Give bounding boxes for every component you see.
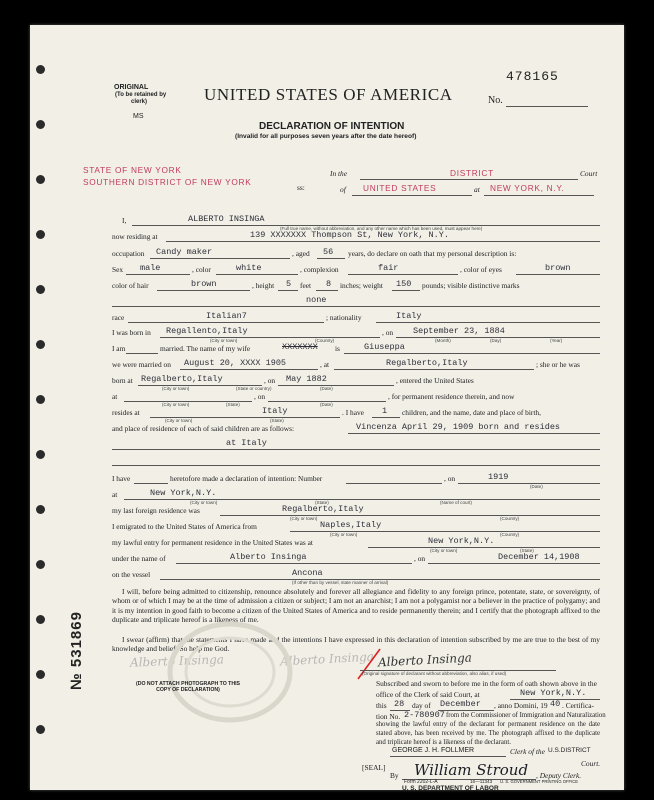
height-feet: 5 [286, 279, 292, 289]
wife-birthplace: Regalberto,Italy [141, 374, 223, 384]
prior-declaration-year: 1919 [488, 472, 509, 482]
photo-note: (DO NOT ATTACH PHOTOGRAPH TO THIS COPY OF DECLARATION) [135, 681, 241, 693]
us-district: U.S.DISTRICT [548, 747, 591, 754]
marriage-place: Regalberto,Italy [386, 358, 468, 368]
emigrated-from: Naples,Italy [320, 520, 382, 530]
hair-color: brown [191, 279, 217, 289]
entry-name: Alberto Insinga [230, 552, 307, 562]
children-count: 1 [382, 406, 388, 416]
race: Italian7 [206, 311, 247, 321]
entry-place: New York,N.Y. [428, 536, 495, 546]
last-foreign-residence: Regalberto,Italy [282, 504, 364, 514]
ss-label: ss: [297, 183, 305, 192]
declaration-document: ORIGINAL (To be retained by clerk) MS UNITED STATES OF AMERICA No. 478165 DECLARATION OF INTENTION (Invalid for all purposes seven years after the date hereof) STATE OF NEW YORK SOUTHERN DISTRICT OF NEW YORK ss: In the DISTRICT Court of UNITED STATES at NEW YORK, N.Y. I, ALBERTO INSINGA (Full true name, without abbreviation, and any other name which has been used, must appear here) now residing at 139 XXXXXXX Thompson St, New York, N.Y. occupation Candy maker , aged 56 years, do declare on oath that my personal description is: Sex male , color white , complexion fair , color of eyes brown color of hair brown , height 5 feet 8 inches; weight 150 pounds; visible distinctive marks none race Italian7 ; nationality Italy I was born in Regallento,Italy , on September 23, 1884 (City or town) (Country) (Month) (Day) (Year) I am married. The name of my wife XXXXXXX is Giuseppa we were married on August 20, XXXX 1905 , at Regalberto,Italy ; she or he was born at Regalberto,Italy , on May 1882 , entered the United States (City or town) (State or country) (Date) at , on , for permanent residence therein, and now (City or town) (State) (Date) resides at Italy . I have 1 children, and the name, date and place of birth, (City or town) (State) and place of residence of each of said children are as follows: Vincenza April 29, 1909 born and resides at Italy I have heretofore made a declaration of intention: Number , on 1919 (Date) at New York,N.Y. (City or town) (State) (Name of court) my last foreign residence was Regalberto,Italy (City or town) (Country) I emigrated to the United States of America from Naples,Italy (City or town) (Country) my lawful entry for permanent residence in the United States was at New York,N.Y. (City or town) (State) under the name of Alberto Insinga , on December 14,1908 on the vessel Ancona (If other than by vessel, state manner of arrival) I will, before being admitted to citizenship, renounce absolutely and forever all allegiance and fidelity to any foreign prince, potentate, state, or sovereignty, of whom or of which I may be at the time of admission a citizen or subject; I am not an anarchist; I am not a polygamist nor a believer in the practice of polygamy; and it is my intention in good faith to become a citizen of the United States of America and to reside permanently therein; and I certify that the photograph affixed to the duplicate and triplicate hereof is a likeness of me. I swear (affirm) that the statements I have made and the intentions I have expressed in this declaration of intention subscribed by me are true to the best of my knowledge and belief: So help me God. Alberto Insinga Alberto Insinga Alberto Insinga (Original signature of declarant without abbreviation, also alias, if used) № 531869 (DO NOT ATTACH PHOTOGRAPH TO THIS COPY OF DECLARATION) Subscribed and sworn to before me in the form of oath shown above in the office of the Clerk of said Court, at New York,N.Y. this 28 day of December , anno Domini, 19 40 . Certifica- tion No. 2-780907 from the Commissioner of Immigration and Naturalization showing the lawful entry of the declarant for permanent residence on the date stated above, has been received by me. The photograph affixed to the duplicate and triplicate hereof is a likeness of the declarant. [SEAL] GEORGE J. H. FOLLMER Clerk of the U.S.DISTRICT Court. By William Stroud , Deputy Clerk. Form 2202-L-A 16—11343 U. S. GOVERNMENT PRINTING OFFICE U. S. DEPARTMENT OF LABOR [30, 25, 624, 790]
new-york-stamp: NEW YORK, N.Y. [490, 183, 565, 193]
complexion: fair [378, 263, 399, 273]
office-place: New York,N.Y. [520, 688, 587, 698]
court-label: Court [580, 169, 598, 178]
jurat-rest: showing the lawful entry of the declarant for permanent residence on the date stated above, has been received by me. The photograph affixed to the duplicate and triplicate hereof is a likeness of the declarant. [376, 721, 600, 746]
document-title: UNITED STATES OF AMERICA [204, 85, 453, 104]
eye-color: brown [545, 263, 571, 273]
state-stamp: STATE OF NEW YORK [83, 165, 182, 175]
age: 56 [323, 247, 334, 257]
child-info: Vincenza April 29, 1909 born and resides [356, 422, 561, 432]
at-label: at [474, 185, 480, 194]
department-label: U. S. DEPARTMENT OF LABOR [402, 785, 499, 790]
oath-paragraph: I will, before being admitted to citizenship, renounce absolutely and forever all allegiance and fidelity to any foreign prince, potentate, state, or sovereignty, of whom or of which I may be at the time of admission a citizen or subject; I am not an anarchist; I am not a polygamist nor a believer in the practice of polygamy; and it is my intention in good faith to become a citizen of the United States of America and to reside permanently therein; and I certify that the photograph affixed to the duplicate and triplicate hereof is a likeness of me. [112, 587, 600, 625]
weight: 150 [396, 279, 412, 289]
vessel-name: Ancona [292, 568, 323, 578]
number-label: No. [488, 95, 503, 106]
declarant-signature: Alberto Insinga [377, 650, 473, 670]
ms-label: MS [133, 113, 144, 120]
form-number: Form 2202-L-A [404, 779, 438, 785]
jurat-day: 28 [394, 699, 405, 709]
subtitle: DECLARATION OF INTENTION [259, 121, 405, 132]
residence-address: 139 XXXXXXX Thompson St, New York, N.Y. [250, 230, 449, 240]
height-inches: 8 [326, 279, 332, 289]
distinctive-marks: none [306, 295, 327, 305]
wife-birth-date: May 1882 [286, 374, 327, 384]
court-type-stamp: DISTRICT [450, 168, 494, 178]
retained-note: (To be retained by [115, 92, 167, 98]
united-states-stamp: UNITED STATES [363, 183, 437, 193]
occupation: Candy maker [156, 247, 213, 257]
of-label: of [340, 185, 346, 194]
side-number: № 531869 [68, 611, 85, 690]
clerk-name: GEORGE J. H. FOLLMER [392, 747, 475, 754]
retained-note-2: clerk) [131, 99, 148, 105]
faded-signature-2: Alberto Insinga [279, 649, 375, 669]
sex: male [140, 263, 161, 273]
birth-date: September 23, 1884 [413, 326, 505, 336]
color: white [236, 263, 262, 273]
original-label: ORIGINAL [114, 84, 149, 91]
jurat-month: December [440, 699, 481, 709]
faded-signature-1: Alberto Insinga [129, 652, 225, 670]
child-info-2: at Italy [226, 438, 267, 448]
in-the-label: In the [330, 169, 348, 178]
certificate-number: 478165 [506, 69, 559, 84]
prior-declaration-place: New York,N.Y. [150, 488, 217, 498]
wife-name: Giuseppa [364, 342, 405, 352]
district-stamp: SOUTHERN DISTRICT OF NEW YORK [83, 177, 252, 187]
seal-label: [SEAL] [362, 763, 386, 772]
deputy-clerk-signature: William Stroud [414, 761, 529, 779]
marriage-date: August 20, XXXX 1905 [184, 358, 287, 368]
jurat-year: 40 [550, 699, 561, 709]
birthplace: Regallento,Italy [166, 326, 248, 336]
wife-residence: Italy [262, 406, 288, 416]
affirmation-paragraph: I swear (affirm) that the statements I have made and the intentions I have expressed in this declaration of intention subscribed by me are true to the best of my knowledge and belief: So help me God. [112, 635, 600, 654]
entry-date: December 14,1908 [498, 552, 580, 562]
validity-note: (Invalid for all purposes seven years after the date hereof) [235, 133, 417, 140]
certification-number: 2-780907 [404, 710, 445, 720]
nationality: Italy [396, 311, 422, 321]
embossed-seal [158, 610, 308, 740]
declarant-name: ALBERTO INSINGA [188, 214, 265, 224]
